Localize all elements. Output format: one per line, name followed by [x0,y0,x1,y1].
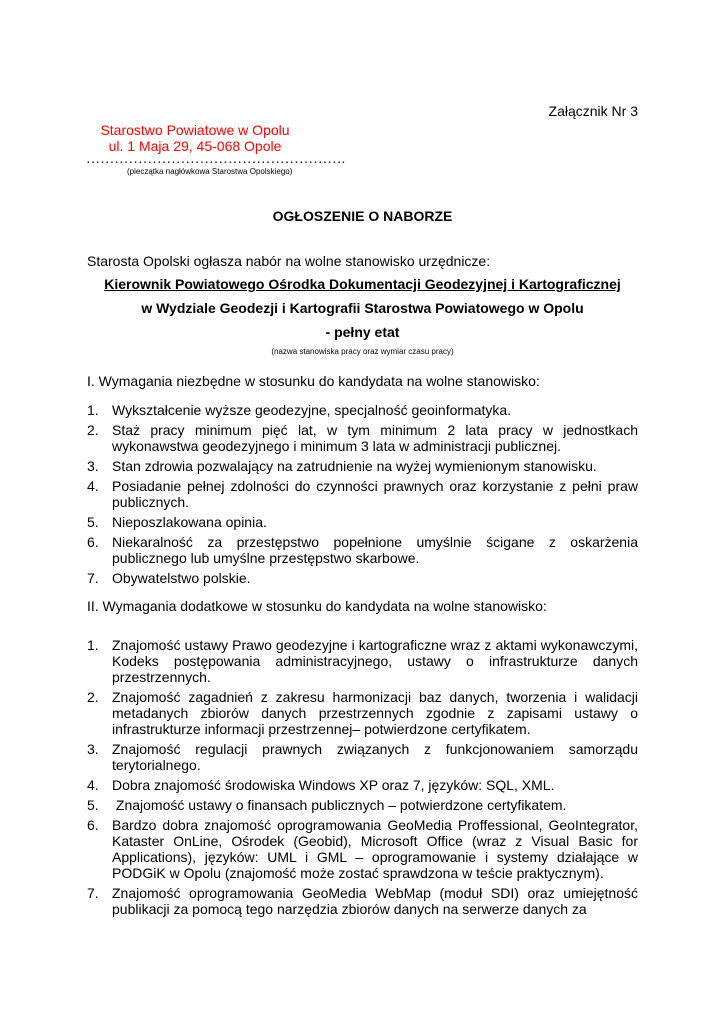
section2-heading: II. Wymagania dodatkowe w stosunku do kandydata na wolne stanowisko: [87,598,547,614]
stamp-office-name: Starostwo Powiatowe w Opolu [100,122,290,138]
list-number: 7. [87,570,99,586]
position-department: w Wydziale Geodezji i Kartografii Starostwa Powiatowego w Opolu [141,300,584,316]
list-item [87,458,638,474]
list-text: Dobra znajomość środowiska Windows XP oraz 7, języków: SQL, XML. [112,777,555,793]
stamp-caption: (pieczątka nagłówkowa Starostwa Opolskiego) [127,167,293,176]
list-text: Znajomość oprogramowania GeoMedia WebMap (moduł SDI) oraz umiejętność publikacji za pomocą tego narzędzia zbiorów danych na serwerze danych za [112,885,638,917]
list-item [87,478,638,510]
list-text: Niekaralność za przestępstwo popełnione umyślnie ścigane z oskarżenia publicznego lub umyślne przestępstwo skarbowe. [112,534,638,566]
list-item [87,422,638,454]
list-item [87,797,638,813]
list-item [87,534,638,566]
list-number: 1. [87,637,99,653]
list-number: 4. [87,777,99,793]
stamp-address: ul. 1 Maja 29, 45-068 Opole [108,138,282,154]
document-title: OGŁOSZENIE O NABORZE [272,208,453,224]
list-text: Stan zdrowia pozwalający na zatrudnienie na wyżej wymienionym stanowisku. [112,458,597,474]
list-item [87,637,638,685]
list-text: Posiadanie pełnej zdolności do czynności prawnych oraz korzystanie z pełni praw publicznych. [112,478,638,510]
section1-heading: I. Wymagania niezbędne w stosunku do kandydata na wolne stanowisko: [87,373,540,389]
list-number: 5. [87,514,99,530]
list-number: 6. [87,817,99,833]
list-number: 6. [87,534,99,550]
list-text: Staż pracy minimum pięć lat, w tym minimum 2 lata pracy w jednostkach wykonawstwa geodezyjnego i minimum 3 lata w administracji publicznej. [112,422,638,454]
position-name: Kierownik Powiatowego Ośrodka Dokumentacji Geodezyjnej i Kartograficznej [104,276,621,292]
position-time: - pełny etat [325,324,400,340]
list-item [87,741,638,773]
list-item [87,817,638,881]
list-number: 2. [87,422,99,438]
list-item [87,689,638,737]
list-item [87,514,638,530]
list-text: Znajomość regulacji prawnych związanych z funkcjonowaniem samorządu terytorialnego. [112,741,638,773]
list-text: Nieposzlakowana opinia. [112,514,267,530]
list-text: Wykształcenie wyższe geodezyjne, specjalność geoinformatyka. [112,402,512,418]
list-number: 7. [87,885,99,901]
list-number: 4. [87,478,99,494]
stamp-dotted-line: ………………………………………………. [86,152,346,167]
list-text: Bardzo dobra znajomość oprogramowania GeoMedia Proffessional, GeoIntegrator, Kataster OnLine, Ośrodek (Geobid), Microsoft Office (wraz z Visual Basic for Applications), języków: UML i GML – oprogramowanie i systemy działające w PODGiK w Opolu (znajomość może zostać sprawdzona w teście praktycznym). [112,817,638,881]
section2-list [87,637,638,917]
list-item [87,402,638,418]
list-item [87,777,638,793]
list-number: 5. [87,797,99,813]
section1-list [87,402,638,586]
list-item [87,885,638,917]
intro-text: Starosta Opolski ogłasza nabór na wolne stanowisko urzędnicze: [87,253,491,269]
list-number: 3. [87,741,99,757]
list-number: 2. [87,689,99,705]
list-text: Znajomość ustawy o finansach publicznych – potwierdzone certyfikatem. [112,797,567,813]
list-text: Znajomość zagadnień z zakresu harmonizacji baz danych, tworzenia i walidacji metadanych zbiorów danych przestrzennych zgodnie z zapisami ustawy o infrastrukturze informacji przestrzennej– potwierdzone certyfikatem. [112,689,638,737]
position-note: (nazwa stanowiska pracy oraz wymiar czasu pracy) [271,347,454,356]
annex-label: Załącznik Nr 3 [548,103,638,119]
list-item [87,570,638,586]
list-number: 3. [87,458,99,474]
list-number: 1. [87,402,99,418]
list-text: Znajomość ustawy Prawo geodezyjne i kartograficzne wraz z aktami wykonawczymi, Kodeks postępowania administracyjnego, ustawy o infrastrukturze danych przestrzennych. [112,637,638,685]
list-text: Obywatelstwo polskie. [112,570,251,586]
